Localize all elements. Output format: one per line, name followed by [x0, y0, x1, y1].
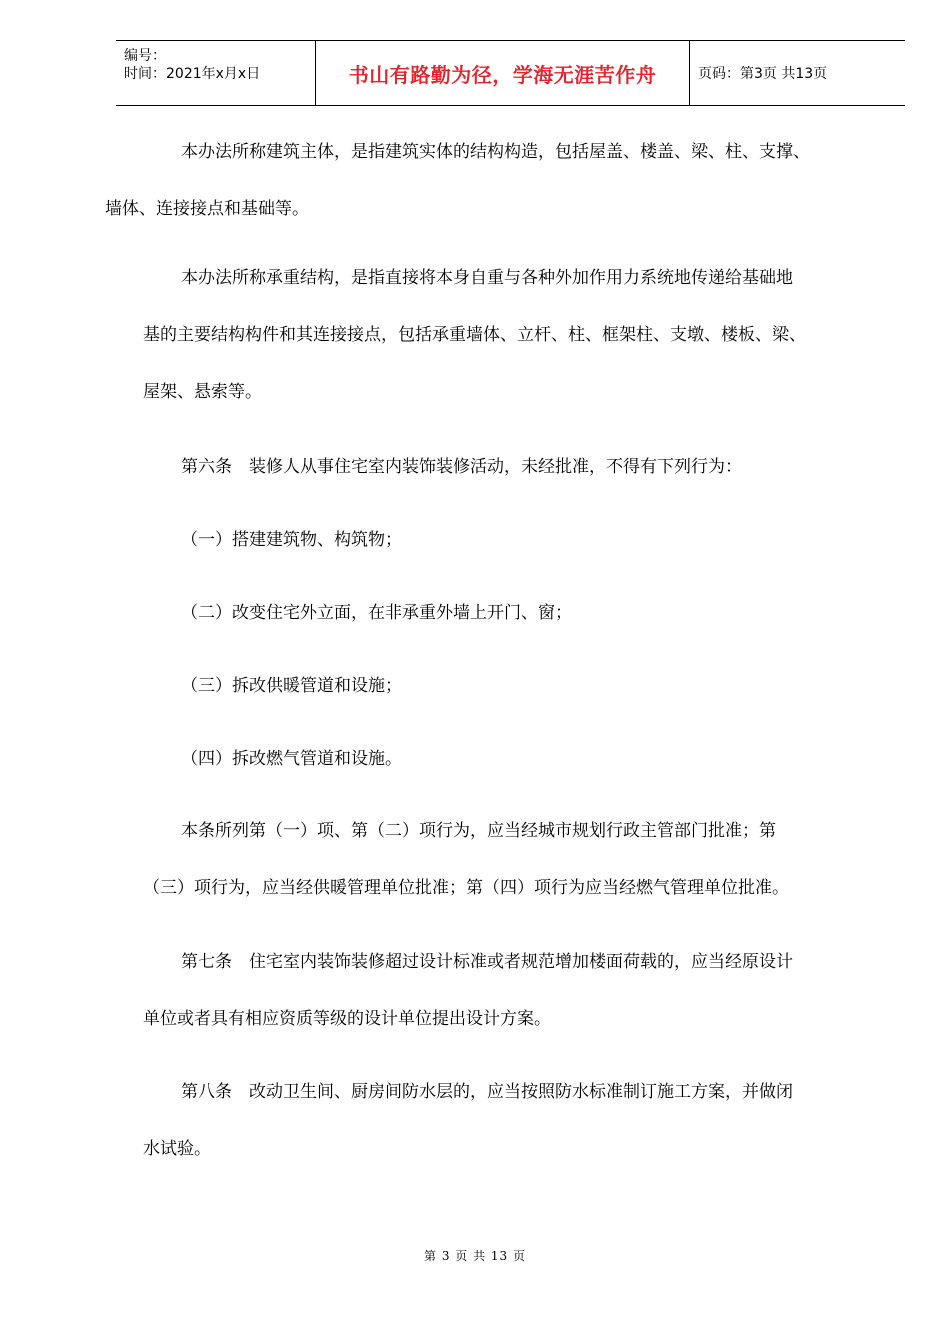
paragraph-line: 基的主要结构构件和其连接接点，包括承重墙体、立杆、柱、框架柱、支墩、楼板、梁、	[143, 325, 806, 345]
page-footer	[0, 1247, 950, 1264]
list-item-text: （一）搭建建筑物、构筑物；	[181, 530, 402, 550]
paragraph-line: （三）项行为，应当经供暖管理单位批准；第（四）项行为应当经燃气管理单位批准。	[143, 878, 789, 898]
paragraph-approval	[143, 803, 883, 917]
footer-page-number: 第 3 页 共 13 页	[424, 1249, 526, 1263]
article-7	[143, 934, 883, 1048]
paragraph-line: 第七条 住宅室内装饰装修超过设计标准或者规范增加楼面荷载的，应当经原设计	[181, 952, 793, 972]
header-page-number: 页码：第3页 共13页	[698, 66, 828, 82]
list-item-1	[143, 512, 883, 569]
document-time-label: 时间：2021年x月x日	[124, 66, 261, 82]
paragraph-line: 单位或者具有相应资质等级的设计单位提出设计方案。	[143, 1009, 551, 1029]
paragraph-line: 第六条 装修人从事住宅室内装饰装修活动，未经批准，不得有下列行为：	[181, 457, 742, 477]
paragraph-line: 本条所列第（一）项、第（二）项行为，应当经城市规划行政主管部门批准；第	[181, 821, 776, 841]
list-item-text: （二）改变住宅外立面，在非承重外墙上开门、窗；	[181, 603, 572, 623]
document-number-label: 编号：	[124, 48, 166, 64]
paragraph-line: 屋架、悬索等。	[143, 382, 262, 402]
article-8	[143, 1064, 883, 1178]
list-item-text: （四）拆改燃气管道和设施。	[181, 749, 402, 769]
paragraph-line: 本办法所称建筑主体，是指建筑实体的结构构造，包括屋盖、楼盖、梁、柱、支撑、	[181, 142, 810, 162]
paragraph-line: 第八条 改动卫生间、厨房间防水层的，应当按照防水标准制订施工方案，并做闭	[181, 1082, 793, 1102]
paragraph-line: 水试验。	[143, 1139, 211, 1159]
list-item-2	[143, 585, 883, 642]
paragraph-load-bearing	[143, 250, 883, 421]
paragraph-building-main	[105, 124, 883, 238]
list-item-text: （三）拆改供暖管道和设施；	[181, 676, 402, 696]
paragraph-line: 本办法所称承重结构，是指直接将本身自重与各种外加作用力系统地传递给基础地	[181, 268, 793, 288]
header-motto-cell	[316, 41, 690, 105]
header-meta-cell	[116, 41, 316, 105]
list-item-4	[143, 731, 883, 788]
header-motto: 书山有路勤为径，学海无涯苦作舟	[348, 62, 657, 87]
list-item-3	[143, 658, 883, 715]
page-header	[116, 40, 905, 106]
article-6	[143, 439, 883, 496]
paragraph-line: 墙体、连接接点和基础等。	[105, 199, 309, 219]
header-page-cell	[690, 41, 905, 105]
